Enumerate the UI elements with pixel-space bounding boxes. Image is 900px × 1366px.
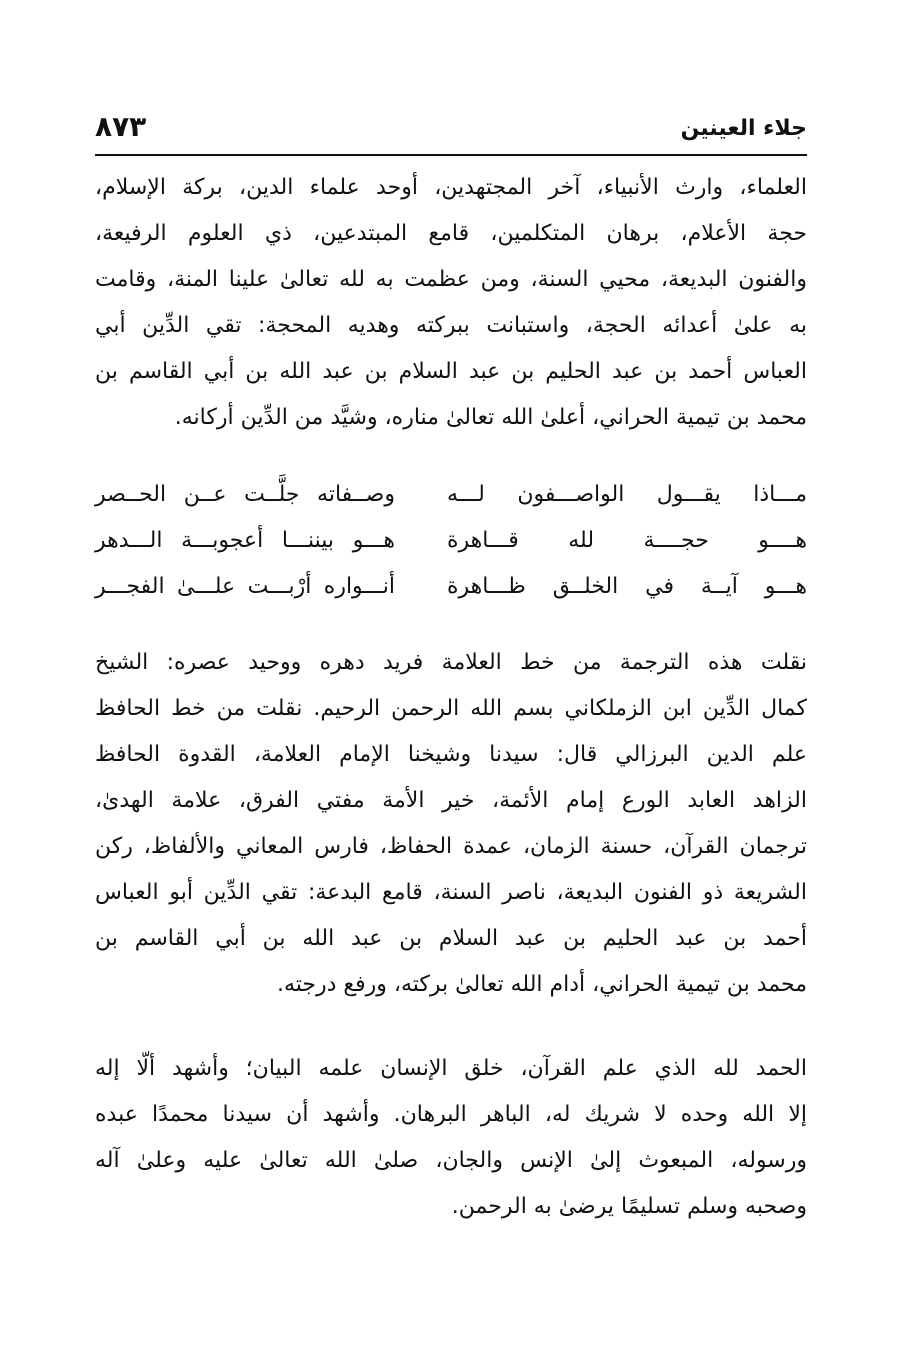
verse-second-hemistich: هـــو بيننـــا أعجوبـــة الـــدهر [95,528,395,553]
text-line: نقلت هذه الترجمة من خط العلامة فريد دهره ووحيد عصره: الشيخ [95,650,807,675]
text-line: الزاهد العابد الورع إمام الأئمة، خير الأمة مفتي الفرق، علامة الهدىٰ، [95,788,807,813]
paragraph-3 [95,1046,807,1230]
text-line: كمال الدِّين ابن الزملكاني بسم الله الرحمن الرحيم. نقلت من خط الحافظ [95,696,807,721]
paragraph-2 [95,640,807,1008]
text-line: به علىٰ أعدائه الحجة، واستبانت ببركته وهديه المحجة: تقي الدِّين أبي [95,313,807,338]
verse-first-hemistich: هــــو حجــــة لله قـــاهرة [447,528,807,553]
text-line: الحمد لله الذي علم القرآن، خلق الإنسان علمه البيان؛ وأشهد ألّا إله [95,1056,807,1081]
poem [95,472,807,610]
page-number: ٨٧٣ [95,110,147,143]
verse-first-hemistich: هـــو آيــة في الخلــق ظـــاهرة [447,574,807,599]
verse-first-hemistich: مـــاذا يقـــول الواصـــفون لـــه [447,482,807,507]
paragraph-1 [95,165,807,441]
text-line: العباس أحمد بن عبد الحليم بن عبد السلام بن عبد الله بن أبي القاسم بن [95,359,807,384]
text-line: علم الدين البرزالي قال: سيدنا وشيخنا الإمام العلامة، القدوة الحافظ [95,742,807,767]
book-title: جلاء العينين [680,116,807,141]
text-line: محمد بن تيمية الحراني، أدام الله تعالىٰ بركته، ورفع درجته. [276,972,807,997]
header-rule [95,154,807,156]
text-line: والفنون البديعة، محيي السنة، ومن عظمت به لله تعالىٰ علينا المنة، وقامت [95,267,807,292]
verse-second-hemistich: وصــفاته جلَّــت عــن الحــصر [95,482,395,507]
text-line: أحمد بن عبد الحليم بن عبد السلام بن عبد الله بن أبي القاسم بن [95,926,807,951]
verse-second-hemistich: أنـــواره أرْبـــت علـــىٰ الفجـــر [95,574,395,599]
text-line: الشريعة ذو الفنون البديعة، ناصر السنة، قامع البدعة: تقي الدِّين أبو العباس [95,880,807,905]
text-line: العلماء، وارث الأنبياء، آخر المجتهدين، أوحد علماء الدين، بركة الإسلام، [95,175,807,200]
page-header [95,110,807,156]
text-line: حجة الأعلام، برهان المتكلمين، قامع المبتدعين، ذي العلوم الرفيعة، [95,221,807,246]
poem-verse [95,518,807,564]
text-line: وصحبه وسلم تسليمًا يرضىٰ به الرحمن. [451,1194,807,1219]
text-line: ورسوله، المبعوث إلىٰ الإنس والجان، صلىٰ الله تعالىٰ عليه وعلىٰ آله [95,1148,807,1173]
text-line: إلا الله وحده لا شريك له، الباهر البرهان. وأشهد أن سيدنا محمدًا عبده [95,1102,807,1127]
text-line: ترجمان القرآن، حسنة الزمان، عمدة الحفاظ، فارس المعاني والألفاظ، ركن [95,834,807,859]
poem-verse [95,564,807,610]
text-line: محمد بن تيمية الحراني، أعلىٰ الله تعالىٰ مناره، وشيَّد من الدِّين أركانه. [174,405,807,430]
poem-verse [95,472,807,518]
